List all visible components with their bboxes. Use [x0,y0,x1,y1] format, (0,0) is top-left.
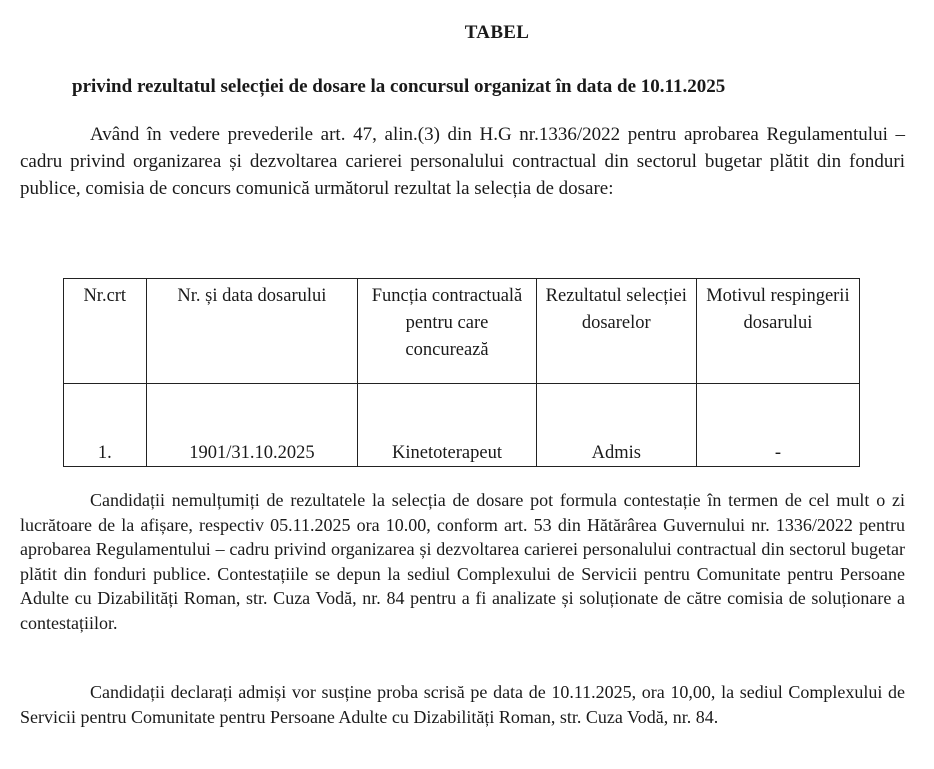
header-motiv: Motivul respingerii dosarului [696,279,859,384]
header-nr-data-dosar: Nr. și data dosarului [146,279,358,384]
header-functia: Funcția contractuală pentru care concurează [358,279,536,384]
cell-functia: Kinetoterapeut [358,384,536,467]
cell-nr-data-dosar: 1901/31.10.2025 [146,384,358,467]
table-row [64,384,860,467]
results-table [63,278,860,467]
contestatii-paragraph: Candidații nemulțumiți de rezultatele la selecția de dosare pot formula contestație în termen de cel mult o zi lucrătoare de la afișare, respectiv 05.11.2025 ora 10.00, conform art. 53 din Hătărârea Guvernului nr. 1336/2022 pentru aprobarea Regulamentului – cadru privind organizarea și dezvoltarea carierei personalului contractual din sectorul bugetar plătit din fonduri publice. Contestațiile se depun la sediul Complexului de Servicii pentru Comunitate pentru Persoane Adulte cu Dizabilități Roman, str. Cuza Vodă, nr. 84 pentru a fi analizate și soluționate de către comisia de soluționare a contestațiilor. [20,490,905,633]
table-header-row [64,279,860,384]
cell-motiv: - [696,384,859,467]
cell-rezultat: Admis [536,384,696,467]
intro-paragraph: Având în vedere prevederile art. 47, alin.(3) din H.G nr.1336/2022 pentru aprobarea Regulamentului – cadru privind organizarea și dezvoltarea carierei personalului contractual din sectorul bugetar plătit din fonduri publice, comisia de concurs comunică următorul rezultat la selecția de dosare: [20,124,905,199]
header-nr-crt: Nr.crt [64,279,147,384]
cell-nr-crt: 1. [64,384,147,467]
admisi-paragraph: Candidații declarați admiși vor susține proba scrisă pe data de 10.11.2025, ora 10,00, la sediul Complexului de Servicii pentru Comunitate pentru Persoane Adulte cu Dizabilități Roman, str. Cuza Vodă, nr. 84. [20,682,905,727]
document-title: TABEL [464,22,530,43]
header-rezultat: Rezultatul selecției dosarelor [536,279,696,384]
document-subtitle: privind rezultatul selecției de dosare la concursul organizat în data de 10.11.2025 [72,76,726,97]
